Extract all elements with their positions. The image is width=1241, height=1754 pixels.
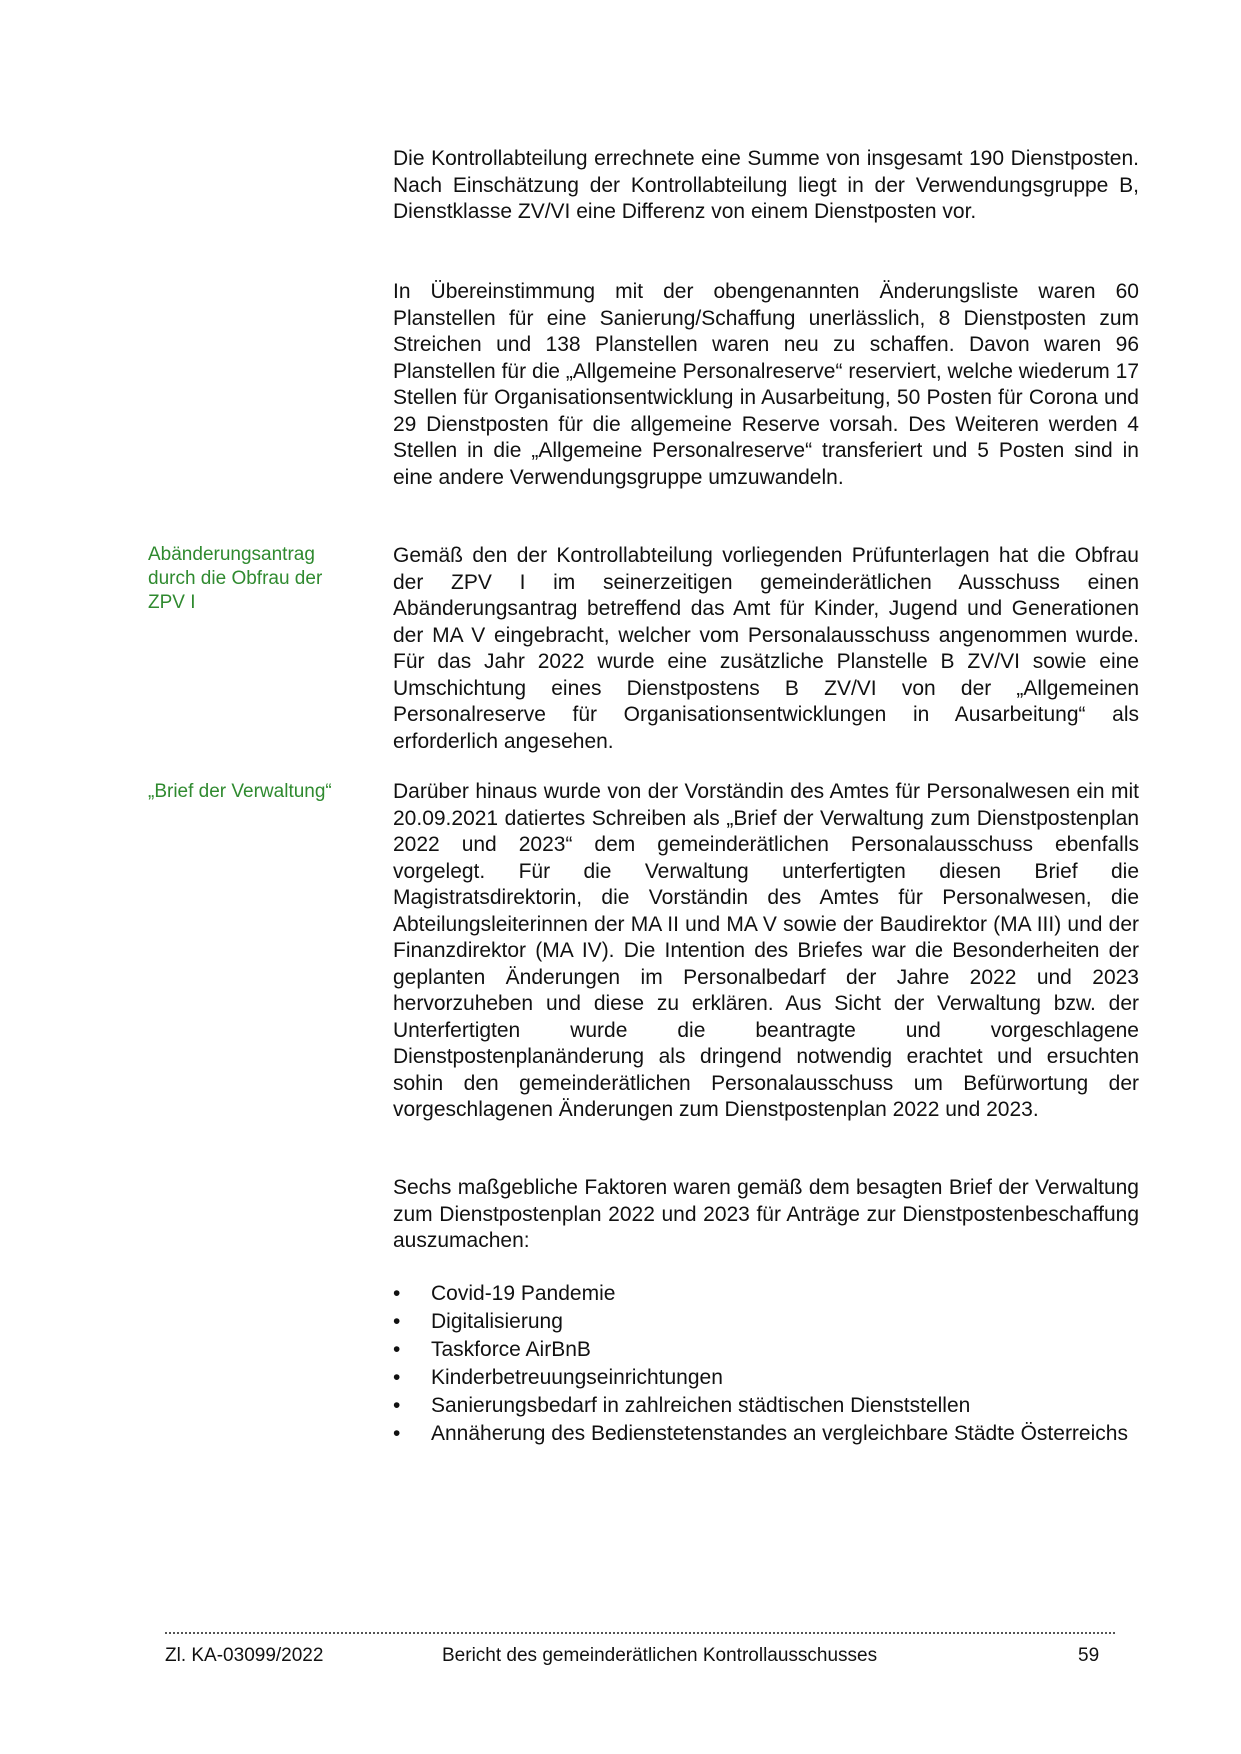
page-number: 59 bbox=[1078, 1645, 1100, 1666]
margin-note-letter: „Brief der Verwaltung“ bbox=[148, 781, 332, 802]
footer-title: Bericht des gemeinderätlichen Kontrollausschusses bbox=[442, 1645, 878, 1666]
paragraph-summary bbox=[393, 146, 1139, 226]
paragraph-text: Die Kontrollabteilung errechnete eine Summe von insgesamt 190 Dienstposten. Nach Einschätzung der Kontrollabteilung liegt in der Verwendungsgruppe B, Dienstklasse ZV/VI eine Differenz von einem Dienstposten vor. bbox=[393, 147, 1139, 223]
list-item: • Covid-19 Pandemie bbox=[393, 1280, 1139, 1308]
list-item: • Sanierungsbedarf in zahlreichen städtischen Dienststellen bbox=[393, 1392, 1139, 1420]
paragraph-change-list bbox=[393, 279, 1139, 491]
list-item: • Annäherung des Bedienstetenstandes an vergleichbare Städte Österreichs bbox=[393, 1420, 1139, 1448]
paragraph-amendment bbox=[393, 543, 1139, 755]
footer-reference: Zl. KA-03099/2022 bbox=[165, 1645, 324, 1666]
margin-note-amendment: Abänderungsantrag durch die Obfrau der ZPV I bbox=[148, 544, 323, 613]
paragraph-text: Sechs maßgebliche Faktoren waren gemäß dem besagten Brief der Verwaltung zum Dienstpostenplan 2022 und 2023 für Anträge zur Dienstpostenbeschaffung auszumachen: bbox=[393, 1176, 1139, 1252]
list-item: • Kinderbetreuungseinrichtungen bbox=[393, 1364, 1139, 1392]
paragraph-text: Darüber hinaus wurde von der Vorständin des Amtes für Personalwesen ein mit 20.09.2021 datiertes Schreiben als „Brief der Verwaltung zum Dienstpostenplan 2022 und 2023“ dem gemeinderätlichen Personalausschuss ebenfalls vorgelegt. Für die Verwaltung unterfertigten diesen Brief die Magistratsdirektorin, die Vorständin des Amtes für Personalwesen, die Abteilungsleiterinnen der MA II und MA V sowie der Baudirektor (MA III) und der Finanzdirektor (MA IV). Die Intention des Briefes war die Besonderheiten der geplanten Änderungen im Personalbedarf der Jahre 2022 und 2023 hervorzuheben und diese zu erklären. Aus Sicht der Verwaltung bzw. der Unterfertigten wurde die beantragte und vorgeschlagene Dienstpostenplanänderung als dringend notwendig erachtet und ersuchten sohin den gemeinderätlichen Personalausschuss um Befürwortung der vorgeschlagenen Änderungen zum Dienstpostenplan 2022 und 2023. bbox=[393, 780, 1139, 1121]
paragraph-text: Gemäß den der Kontrollabteilung vorliegenden Prüfunterlagen hat die Obfrau der ZPV I im seinerzeitigen gemeinderätlichen Ausschuss einen Abänderungsantrag betreffend das Amt für Kinder, Jugend und Generationen der MA V eingebracht, welcher vom Personalausschuss angenommen wurde. Für das Jahr 2022 wurde eine zusätzliche Planstelle B ZV/VI sowie eine Umschichtung eines Dienstpostens B ZV/VI von der „Allgemeinen Personalreserve für Organisationsentwicklungen in Ausarbeitung“ als erforderlich angesehen. bbox=[393, 544, 1139, 753]
footer-divider bbox=[165, 1632, 1115, 1634]
paragraph-factors bbox=[393, 1175, 1139, 1255]
factor-list bbox=[393, 1280, 1139, 1448]
list-item: • Taskforce AirBnB bbox=[393, 1336, 1139, 1364]
paragraph-letter bbox=[393, 779, 1139, 1124]
list-item: • Digitalisierung bbox=[393, 1308, 1139, 1336]
paragraph-text: In Übereinstimmung mit der obengenannten Änderungsliste waren 60 Planstellen für eine Sanierung/Schaffung unerlässlich, 8 Dienstposten zum Streichen und 138 Planstellen waren neu zu schaffen. Davon waren 96 Planstellen für die „Allgemeine Personalreserve“ reserviert, welche wiederum 17 Stellen für Organisationsentwicklung in Ausarbeitung, 50 Posten für Corona und 29 Dienstposten für die allgemeine Reserve vorsah. Des Weiteren werden 4 Stellen in die „Allgemeine Personalreserve“ transferiert und 5 Posten sind in eine andere Verwendungsgruppe umzuwandeln. bbox=[393, 280, 1139, 489]
